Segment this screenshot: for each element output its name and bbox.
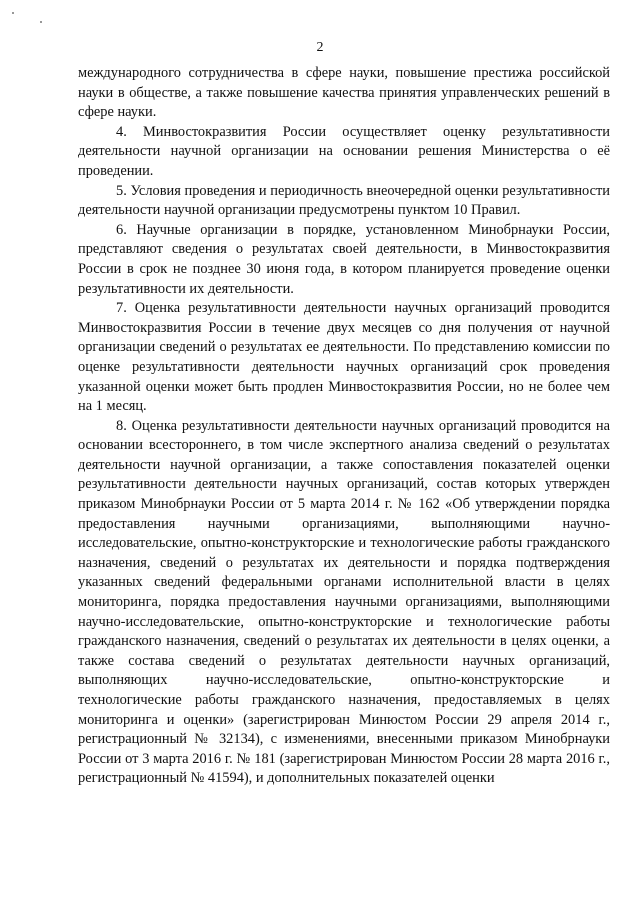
paragraph-item-6: 6. Научные организации в порядке, установленном Минобрнауки России, представляют сведения о результатах своей деятельности, в Минвостокразвития России в срок не позднее 30 июня года, в котором планируется проведение оценки результативности их деятельности. bbox=[78, 221, 610, 297]
scan-speck bbox=[12, 12, 14, 14]
page-number: 2 bbox=[316, 40, 324, 55]
scan-speck bbox=[40, 21, 42, 23]
paragraph-item-7: 7. Оценка результативности деятельности научных организаций проводится Минвостокразвития России в течение двух месяцев со дня получения от научной организации сведений о результатах ее деятельности. По представлению комиссии по оценке результативности деятельности научных организаций срок проведения указанной оценки может быть продлен Минвостокразвития России, но не более чем на 1 месяц. bbox=[78, 300, 610, 415]
paragraph-item-5: 5. Условия проведения и периодичность внеочередной оценки результативности деятельности научной организации предусмотрены пунктом 10 Правил. bbox=[78, 182, 610, 219]
paragraph-item-8: 8. Оценка результативности деятельности научных организаций проводится на основании всестороннего, в том числе экспертного анализа сведений о результатах деятельности научной организации, а также сопоставления показателей оценки результативности деятельности научных организаций, состав которых утвержден приказом Минобрнауки России от 5 марта 2014 г. № 162 «Об утверждении порядка предоставления научными организациями, выполняющими научно-исследовательские, опытно-конструкторские и технологические работы гражданского назначения, сведений о результатах их деятельности и порядка подтверждения указанных сведений федеральными органами исполнительной власти в целях мониторинга, порядка предоставления научными организациями, выполняющими научно-исследовательские, опытно-конструкторские и технологические работы гражданского назначения, сведений о результатах их деятельности в целях оценки, а также состава сведений о результатах деятельности научных организаций, выполняющих научно-исследовательские, опытно-конструкторские и технологические работы гражданского назначения, предоставляемых в целях мониторинга и оценки» (зарегистрирован Минюстом России 29 апреля 2014 г., регистрационный № 32134), с изменениями, внесенными приказом Минобрнауки России от 3 марта 2016 г. № 181 (зарегистрирован Минюстом России 28 марта 2016 г., регистрационный № 41594), и дополнительных показателей оценки bbox=[78, 417, 610, 787]
paragraph-continuation: международного сотрудничества в сфере науки, повышение престижа российской науки в обществе, а также повышение качества принятия управленческих решений в сфере науки. bbox=[78, 65, 610, 121]
paragraph-item-4: 4. Минвостокразвития России осуществляет оценку результативности деятельности научной организации на основании решения Министерства о её проведении. bbox=[78, 123, 610, 179]
document-body bbox=[78, 64, 610, 789]
